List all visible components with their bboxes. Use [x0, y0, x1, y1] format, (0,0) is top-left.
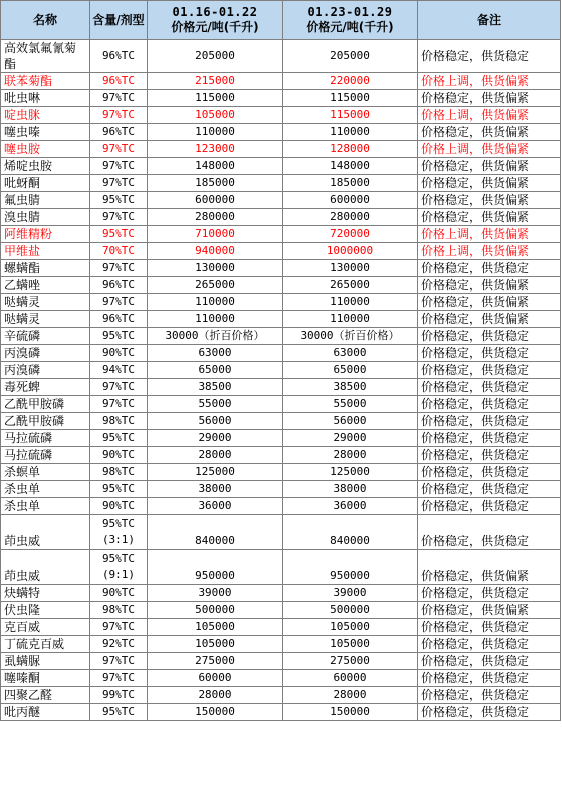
cell-name: 甲维盐	[1, 243, 90, 260]
cell-content: 97%TC	[90, 260, 148, 277]
cell-note: 价格稳定，供货偏紧	[418, 209, 561, 226]
table-row	[1, 311, 561, 328]
cell-price-period1: 150000	[148, 704, 283, 721]
cell-price-period1: 29000	[148, 430, 283, 447]
cell-price-period1: 280000	[148, 209, 283, 226]
cell-name: 吡虫啉	[1, 90, 90, 107]
cell-name: 丙溴磷	[1, 345, 90, 362]
cell-price-period2: 105000	[283, 636, 418, 653]
cell-note: 价格稳定，供货稳定	[418, 413, 561, 430]
table-row	[1, 550, 561, 585]
cell-price-period1: 710000	[148, 226, 283, 243]
price-unit-label-2: 价格元/吨(千升)	[306, 20, 394, 34]
cell-price-period2: 130000	[283, 260, 418, 277]
cell-note: 价格稳定，供货稳定	[418, 447, 561, 464]
cell-content: 95%TC	[90, 430, 148, 447]
cell-content: 92%TC	[90, 636, 148, 653]
cell-name: 茚虫威	[1, 550, 90, 585]
cell-name: 丙溴磷	[1, 362, 90, 379]
cell-price-period2: 65000	[283, 362, 418, 379]
cell-price-period1: 30000（折百价格）	[148, 328, 283, 345]
cell-price-period1: 65000	[148, 362, 283, 379]
cell-name: 哒螨灵	[1, 294, 90, 311]
cell-price-period2: 110000	[283, 294, 418, 311]
table-row	[1, 515, 561, 550]
cell-price-period1: 110000	[148, 124, 283, 141]
cell-price-period2: 280000	[283, 209, 418, 226]
cell-note: 价格稳定，供货稳定	[418, 704, 561, 721]
table-row	[1, 481, 561, 498]
cell-name: 哒螨灵	[1, 311, 90, 328]
cell-name: 烯啶虫胺	[1, 158, 90, 175]
cell-price-period2: 30000（折百价格）	[283, 328, 418, 345]
cell-content: 95%TC	[90, 226, 148, 243]
cell-name: 噻虫嗪	[1, 124, 90, 141]
table-row	[1, 107, 561, 124]
cell-content: 95%TC	[90, 481, 148, 498]
cell-price-period2: 265000	[283, 277, 418, 294]
cell-price-period1: 60000	[148, 670, 283, 687]
cell-price-period1: 110000	[148, 294, 283, 311]
cell-note: 价格稳定，供货稳定	[418, 362, 561, 379]
cell-note: 价格稳定，供货稳定	[418, 653, 561, 670]
cell-price-period2: 28000	[283, 687, 418, 704]
cell-price-period1: 840000	[148, 515, 283, 550]
cell-price-period1: 38000	[148, 481, 283, 498]
cell-name: 马拉硫磷	[1, 447, 90, 464]
cell-price-period2: 185000	[283, 175, 418, 192]
cell-note: 价格稳定，供货偏紧	[418, 192, 561, 209]
cell-price-period1: 39000	[148, 585, 283, 602]
cell-name: 噻虫胺	[1, 141, 90, 158]
cell-content: 98%TC	[90, 602, 148, 619]
cell-content: 97%TC	[90, 107, 148, 124]
cell-note: 价格稳定，供货稳定	[418, 396, 561, 413]
cell-note: 价格稳定，供货稳定	[418, 498, 561, 515]
cell-price-period1: 215000	[148, 73, 283, 90]
cell-note: 价格稳定，供货偏紧	[418, 294, 561, 311]
cell-price-period1: 105000	[148, 107, 283, 124]
cell-price-period2: 39000	[283, 585, 418, 602]
table-row	[1, 124, 561, 141]
cell-note: 价格稳定，供货稳定	[418, 670, 561, 687]
cell-price-period1: 123000	[148, 141, 283, 158]
cell-note: 价格稳定，供货稳定	[418, 464, 561, 481]
cell-price-period2: 38500	[283, 379, 418, 396]
cell-price-period2: 63000	[283, 345, 418, 362]
table-row	[1, 670, 561, 687]
cell-price-period1: 130000	[148, 260, 283, 277]
cell-price-period1: 148000	[148, 158, 283, 175]
table-row	[1, 636, 561, 653]
cell-price-period1: 36000	[148, 498, 283, 515]
cell-price-period2: 950000	[283, 550, 418, 585]
cell-name: 茚虫威	[1, 515, 90, 550]
header-period1	[148, 1, 283, 40]
cell-content: 98%TC	[90, 413, 148, 430]
table-row	[1, 585, 561, 602]
cell-price-period2: 110000	[283, 311, 418, 328]
cell-name: 联苯菊酯	[1, 73, 90, 90]
cell-price-period2: 220000	[283, 73, 418, 90]
cell-note: 价格稳定，供货稳定	[418, 481, 561, 498]
cell-content: 97%TC	[90, 175, 148, 192]
cell-name: 啶虫脒	[1, 107, 90, 124]
cell-price-period2: 115000	[283, 107, 418, 124]
cell-content: 97%TC	[90, 209, 148, 226]
table-row	[1, 40, 561, 73]
table-body	[1, 40, 561, 721]
cell-content: 98%TC	[90, 464, 148, 481]
cell-price-period1: 265000	[148, 277, 283, 294]
cell-price-period2: 128000	[283, 141, 418, 158]
cell-price-period2: 110000	[283, 124, 418, 141]
cell-price-period1: 55000	[148, 396, 283, 413]
cell-price-period1: 205000	[148, 40, 283, 73]
cell-note: 价格稳定，供货稳定	[418, 345, 561, 362]
table-row	[1, 73, 561, 90]
cell-note: 价格上调，供货偏紧	[418, 73, 561, 90]
cell-note: 价格上调，供货偏紧	[418, 107, 561, 124]
cell-note: 价格稳定，供货偏紧	[418, 175, 561, 192]
cell-price-period1: 125000	[148, 464, 283, 481]
cell-note: 价格稳定，供货偏紧	[418, 550, 561, 585]
cell-content: 90%TC	[90, 585, 148, 602]
cell-price-period1: 28000	[148, 447, 283, 464]
cell-content: 97%TC	[90, 158, 148, 175]
table-row	[1, 619, 561, 636]
cell-note: 价格稳定，供货偏紧	[418, 124, 561, 141]
cell-name: 噻嗪酮	[1, 670, 90, 687]
header-content: 含量/剂型	[90, 1, 148, 40]
cell-price-period2: 38000	[283, 481, 418, 498]
cell-name: 丁硫克百威	[1, 636, 90, 653]
cell-note: 价格稳定，供货偏紧	[418, 602, 561, 619]
cell-content: 97%TC	[90, 670, 148, 687]
table-row	[1, 379, 561, 396]
cell-name: 乙酰甲胺磷	[1, 396, 90, 413]
cell-price-period2: 500000	[283, 602, 418, 619]
cell-price-period2: 36000	[283, 498, 418, 515]
cell-content: 96%TC	[90, 311, 148, 328]
cell-price-period2: 275000	[283, 653, 418, 670]
table-row	[1, 209, 561, 226]
cell-content: 95%TC	[90, 328, 148, 345]
cell-price-period2: 55000	[283, 396, 418, 413]
table-row	[1, 260, 561, 277]
cell-price-period2: 105000	[283, 619, 418, 636]
period2-label: 01.23-01.29	[307, 5, 393, 19]
cell-name: 杀虫单	[1, 498, 90, 515]
cell-price-period2: 150000	[283, 704, 418, 721]
table-row	[1, 498, 561, 515]
table-row	[1, 90, 561, 107]
cell-content: 95%TC (3:1)	[90, 515, 148, 550]
table-row	[1, 294, 561, 311]
cell-name: 氟虫腈	[1, 192, 90, 209]
cell-price-period2: 720000	[283, 226, 418, 243]
cell-note: 价格稳定，供货偏紧	[418, 277, 561, 294]
table-row	[1, 430, 561, 447]
price-unit-label-1: 价格元/吨(千升)	[171, 20, 259, 34]
table-row	[1, 362, 561, 379]
table-row	[1, 704, 561, 721]
cell-price-period1: 56000	[148, 413, 283, 430]
cell-note: 价格稳定，供货偏紧	[418, 311, 561, 328]
cell-content: 97%TC	[90, 294, 148, 311]
table-row	[1, 447, 561, 464]
table-row	[1, 396, 561, 413]
cell-note: 价格上调，供货偏紧	[418, 243, 561, 260]
cell-price-period2: 56000	[283, 413, 418, 430]
cell-note: 价格稳定，供货稳定	[418, 636, 561, 653]
cell-content: 96%TC	[90, 124, 148, 141]
cell-price-period1: 63000	[148, 345, 283, 362]
cell-note: 价格稳定，供货稳定	[418, 430, 561, 447]
cell-name: 螺螨酯	[1, 260, 90, 277]
cell-price-period1: 600000	[148, 192, 283, 209]
cell-note: 价格稳定，供货偏紧	[418, 90, 561, 107]
cell-content: 70%TC	[90, 243, 148, 260]
cell-price-period1: 115000	[148, 90, 283, 107]
cell-price-period2: 600000	[283, 192, 418, 209]
cell-price-period1: 38500	[148, 379, 283, 396]
table-row	[1, 413, 561, 430]
cell-note: 价格上调，供货偏紧	[418, 141, 561, 158]
cell-price-period2: 205000	[283, 40, 418, 73]
table-row	[1, 192, 561, 209]
cell-content: 90%TC	[90, 345, 148, 362]
cell-content: 90%TC	[90, 447, 148, 464]
cell-note: 价格上调，供货偏紧	[418, 226, 561, 243]
table-row	[1, 175, 561, 192]
cell-content: 96%TC	[90, 40, 148, 73]
cell-price-period1: 185000	[148, 175, 283, 192]
cell-note: 价格稳定，供货稳定	[418, 328, 561, 345]
cell-name: 克百威	[1, 619, 90, 636]
cell-note: 价格稳定，供货稳定	[418, 585, 561, 602]
cell-name: 吡蚜酮	[1, 175, 90, 192]
cell-name: 辛硫磷	[1, 328, 90, 345]
cell-name: 阿维精粉	[1, 226, 90, 243]
cell-price-period2: 115000	[283, 90, 418, 107]
cell-content: 99%TC	[90, 687, 148, 704]
cell-name: 乙螨唑	[1, 277, 90, 294]
cell-price-period1: 950000	[148, 550, 283, 585]
cell-name: 杀螟单	[1, 464, 90, 481]
cell-name: 吡丙醚	[1, 704, 90, 721]
cell-content: 95%TC	[90, 192, 148, 209]
header-note: 备注	[418, 1, 561, 40]
header-row	[1, 1, 561, 40]
cell-name: 毒死蜱	[1, 379, 90, 396]
cell-note: 价格稳定，供货稳定	[418, 40, 561, 73]
cell-name: 四聚乙醛	[1, 687, 90, 704]
cell-name: 高效氯氟氰菊酯	[1, 40, 90, 73]
cell-note: 价格稳定，供货稳定	[418, 260, 561, 277]
header-name: 名称	[1, 1, 90, 40]
cell-price-period1: 28000	[148, 687, 283, 704]
cell-price-period1: 105000	[148, 619, 283, 636]
cell-content: 97%TC	[90, 141, 148, 158]
period1-label: 01.16-01.22	[172, 5, 258, 19]
cell-content: 95%TC	[90, 704, 148, 721]
header-period2	[283, 1, 418, 40]
cell-price-period2: 1000000	[283, 243, 418, 260]
cell-content: 97%TC	[90, 90, 148, 107]
cell-note: 价格稳定，供货稳定	[418, 687, 561, 704]
cell-content: 97%TC	[90, 396, 148, 413]
cell-price-period1: 940000	[148, 243, 283, 260]
table-row	[1, 464, 561, 481]
cell-price-period2: 60000	[283, 670, 418, 687]
cell-content: 94%TC	[90, 362, 148, 379]
table-row	[1, 653, 561, 670]
cell-content: 96%TC	[90, 73, 148, 90]
cell-name: 杀虫单	[1, 481, 90, 498]
table-row	[1, 328, 561, 345]
cell-price-period1: 275000	[148, 653, 283, 670]
cell-name: 溴虫腈	[1, 209, 90, 226]
cell-price-period2: 29000	[283, 430, 418, 447]
table-row	[1, 687, 561, 704]
cell-price-period2: 148000	[283, 158, 418, 175]
cell-name: 伏虫隆	[1, 602, 90, 619]
cell-price-period2: 125000	[283, 464, 418, 481]
cell-price-period2: 840000	[283, 515, 418, 550]
cell-content: 96%TC	[90, 277, 148, 294]
table-row	[1, 141, 561, 158]
cell-content: 97%TC	[90, 619, 148, 636]
cell-price-period1: 500000	[148, 602, 283, 619]
cell-name: 虱螨脲	[1, 653, 90, 670]
cell-name: 马拉硫磷	[1, 430, 90, 447]
cell-content: 97%TC	[90, 653, 148, 670]
cell-name: 乙酰甲胺磷	[1, 413, 90, 430]
cell-content: 97%TC	[90, 379, 148, 396]
cell-note: 价格稳定，供货稳定	[418, 619, 561, 636]
cell-content: 95%TC (9:1)	[90, 550, 148, 585]
cell-note: 价格稳定，供货稳定	[418, 379, 561, 396]
table-row	[1, 158, 561, 175]
cell-name: 炔螨特	[1, 585, 90, 602]
cell-price-period1: 105000	[148, 636, 283, 653]
cell-price-period2: 28000	[283, 447, 418, 464]
cell-content: 90%TC	[90, 498, 148, 515]
table-row	[1, 226, 561, 243]
table-row	[1, 277, 561, 294]
cell-price-period1: 110000	[148, 311, 283, 328]
table-row	[1, 243, 561, 260]
table-row	[1, 602, 561, 619]
cell-note: 价格稳定，供货偏紧	[418, 158, 561, 175]
cell-note: 价格稳定，供货稳定	[418, 515, 561, 550]
table-row	[1, 345, 561, 362]
